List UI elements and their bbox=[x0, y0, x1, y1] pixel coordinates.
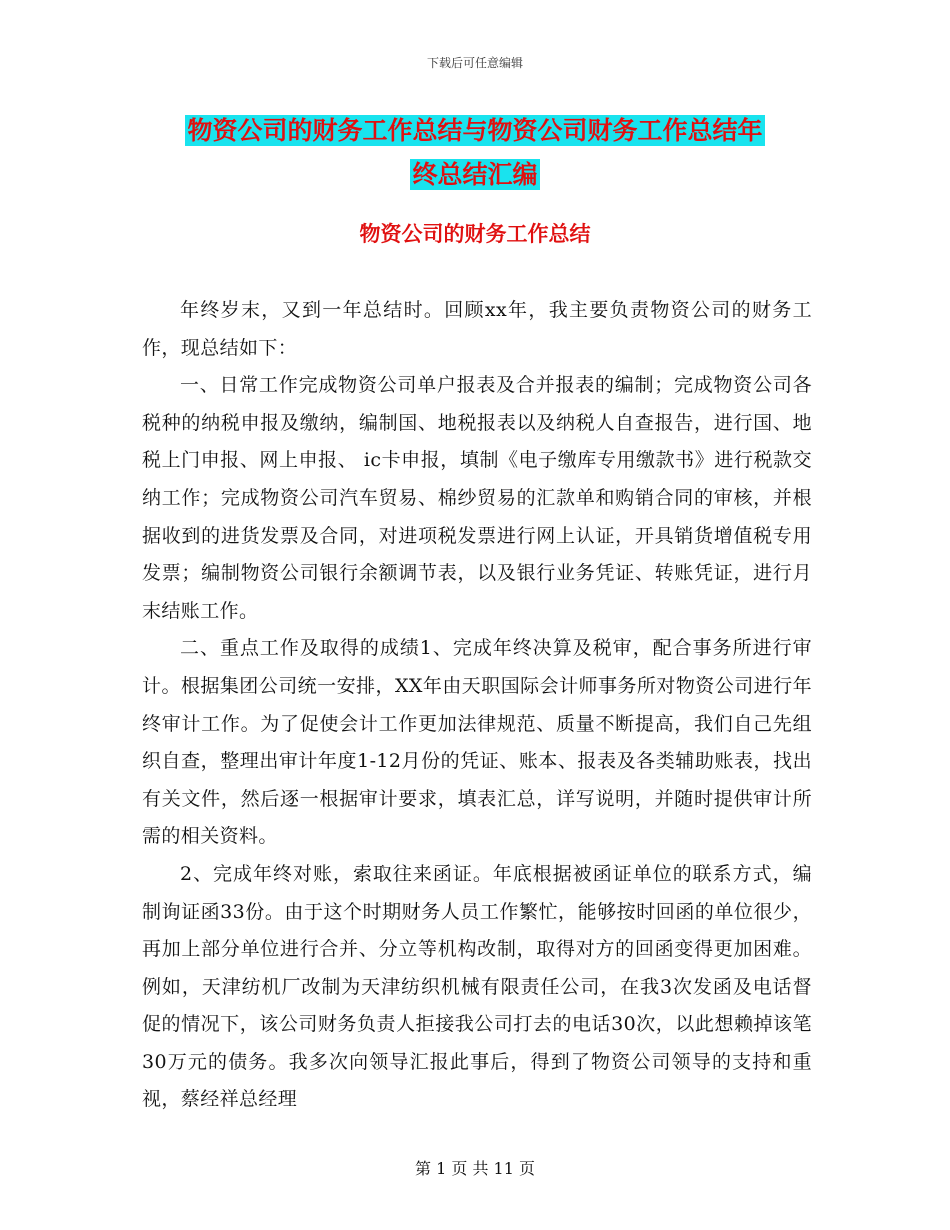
header-note: 下载后可任意编辑 bbox=[426, 56, 523, 70]
document-body bbox=[142, 292, 812, 1119]
document-title-line-1 bbox=[0, 110, 950, 152]
section-title: 物资公司的财务工作总结 bbox=[359, 222, 591, 246]
paragraph-year-end-reconciliation: 2、完成年终对账，索取往来函证。年底根据被函证单位的联系方式，编制询证函33份。由于这个时期财务人员工作繁忙，能够按时回函的单位很少，再加上部分单位进行合并、分立等机构改制，取得对方的回函变得更加困难。例如，天津纺机厂改制为天津纺织机械有限责任公司，在我3次发函及电话督促的情况下，该公司财务负责人拒接我公司打去的电话30次，以此想赖掉该笔30万元的债务。我多次向领导汇报此事后，得到了物资公司领导的支持和重视，蔡经祥总经理 bbox=[142, 862, 812, 1111]
document-title-text-1: 物资公司的财务工作总结与物资公司财务工作总结年 bbox=[187, 116, 763, 145]
paragraph-key-work: 二、重点工作及取得的成绩1、完成年终决算及税审，配合事务所进行审计。根据集团公司统一安排，XX年由天职国际会计师事务所对物资公司进行年终审计工作。为了促使会计工作更加法律规范、质量不断提高，我们自己先组织自查，整理出审计年度1-12月份的凭证、账本、报表及各类辅助账表，找出有关文件，然后逐一根据审计要求，填表汇总，详写说明，并随时提供审计所需的相关资料。 bbox=[142, 637, 812, 848]
document-title-text-2: 终总结汇编 bbox=[412, 160, 538, 189]
paragraph-daily-work: 一、日常工作完成物资公司单户报表及合并报表的编制；完成物资公司各税种的纳税申报及缴纳，编制国、地税报表以及纳税人自查报告，进行国、地税上门申报、网上申报、 ic卡申报，填制《电子缴库专用缴款书》进行税款交纳工作；完成物资公司汽车贸易、棉纱贸易的汇款单和购销合同的审核，并根据收到的进货发票及合同，对进项税发票进行网上认证，开具销货增值税专用发票；编制物资公司银行余额调节表，以及银行业务凭证、转账凭证，进行月末结账工作。 bbox=[142, 374, 812, 622]
document-title-line-2 bbox=[0, 154, 950, 196]
paragraph-intro: 年终岁末，又到一年总结时。回顾xx年，我主要负责物资公司的财务工作，现总结如下： bbox=[142, 299, 812, 359]
page-footer: 第 1 页 共 11 页 bbox=[415, 1159, 535, 1178]
